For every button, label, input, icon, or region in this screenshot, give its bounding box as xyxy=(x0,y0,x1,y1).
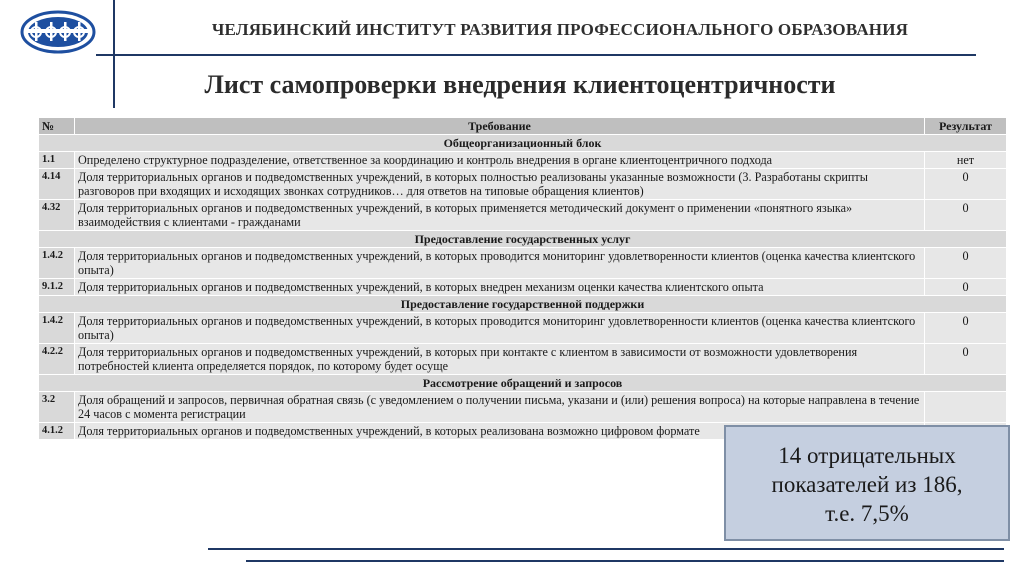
row-result: нет xyxy=(925,152,1007,169)
row-result: 0 xyxy=(925,248,1007,279)
footer-rule-lower xyxy=(246,560,1004,562)
row-result: 0 xyxy=(925,344,1007,375)
footer-rule-upper xyxy=(208,548,1004,550)
callout-line-1: 14 отрицательных xyxy=(778,443,956,468)
row-number: 4.2.2 xyxy=(39,344,75,375)
section-row xyxy=(39,231,1007,248)
column-header-requirement: Требование xyxy=(75,118,925,135)
row-number: 3.2 xyxy=(39,392,75,423)
row-result: 0 xyxy=(925,279,1007,296)
table-row xyxy=(39,344,1007,375)
section-title: Предоставление государственной поддержки xyxy=(39,296,1007,313)
row-requirement: Доля территориальных органов и подведомственных учреждений, в которых применяется методический документ о применении «понятного языка» взаимодействия с клиентами - гражданами xyxy=(75,200,925,231)
table-row xyxy=(39,200,1007,231)
section-title: Общеорганизационный блок xyxy=(39,135,1007,152)
row-number: 4.14 xyxy=(39,169,75,200)
row-requirement: Доля территориальных органов и подведомственных учреждений, в которых проводится мониторинг удовлетворенности клиентов (оценка качества клиентского опыта) xyxy=(75,248,925,279)
row-requirement: Доля территориальных органов и подведомственных учреждений, в которых проводится мониторинг удовлетворенности клиентов (оценка качества клиентского опыта) xyxy=(75,313,925,344)
row-result: 0 xyxy=(925,169,1007,200)
ffpo-logo-icon xyxy=(20,10,96,54)
summary-callout xyxy=(724,425,1010,541)
row-result xyxy=(925,392,1007,423)
row-number: 1.1 xyxy=(39,152,75,169)
header-horizontal-rule xyxy=(96,54,976,56)
section-row xyxy=(39,296,1007,313)
section-title: Предоставление государственных услуг xyxy=(39,231,1007,248)
row-requirement: Доля территориальных органов и подведомственных учреждений, в которых при контакте с клиентом в зависимости от возможности удовлетворения потребностей клиента определяется порядок, по которому будет осуще xyxy=(75,344,925,375)
row-requirement: Доля территориальных органов и подведомственных учреждений, в которых полностью реализованы указанные возможности (3. Разработаны скрипты разговоров при входящих и исходящих звонках сотрудников… для ответов на типовые обращения клиентов) xyxy=(75,169,925,200)
callout-line-3: т.е. 7,5% xyxy=(825,501,909,526)
row-requirement: Доля территориальных органов и подведомственных учреждений, в которых реализована возможно цифровом формате xyxy=(75,423,925,440)
table-row xyxy=(39,152,1007,169)
section-row xyxy=(39,375,1007,392)
table-row xyxy=(39,313,1007,344)
row-requirement: Определено структурное подразделение, ответственное за координацию и контроль внедрения в органе клиентоцентричного подхода xyxy=(75,152,925,169)
column-header-result: Результат xyxy=(925,118,1007,135)
section-title: Рассмотрение обращений и запросов xyxy=(39,375,1007,392)
table-row xyxy=(39,248,1007,279)
table-row xyxy=(39,392,1007,423)
table-row xyxy=(39,169,1007,200)
table-row xyxy=(39,279,1007,296)
row-requirement: Доля территориальных органов и подведомственных учреждений, в которых внедрен механизм оценки качества клиентского опыта xyxy=(75,279,925,296)
organization-name: ЧЕЛЯБИНСКИЙ ИНСТИТУТ РАЗВИТИЯ ПРОФЕССИОНАЛЬНОГО ОБРАЗОВАНИЯ xyxy=(211,20,909,39)
column-header-number: № xyxy=(39,118,75,135)
row-result: 0 xyxy=(925,200,1007,231)
page-title: Лист самопроверки внедрения клиентоцентричности xyxy=(204,70,836,99)
callout-line-2: показателей из 186, xyxy=(771,472,963,497)
row-number: 1.4.2 xyxy=(39,313,75,344)
row-number: 1.4.2 xyxy=(39,248,75,279)
row-requirement: Доля обращений и запросов, первичная обратная связь (с уведомлением о получении письма, указани и (или) решения вопроса) на которые направлена в течение 24 часов с момента регистрации xyxy=(75,392,925,423)
row-number: 4.32 xyxy=(39,200,75,231)
section-row xyxy=(39,135,1007,152)
row-number: 9.1.2 xyxy=(39,279,75,296)
row-result: 0 xyxy=(925,313,1007,344)
requirements-table xyxy=(38,117,1007,440)
row-number: 4.1.2 xyxy=(39,423,75,440)
table-header-row xyxy=(39,118,1007,135)
